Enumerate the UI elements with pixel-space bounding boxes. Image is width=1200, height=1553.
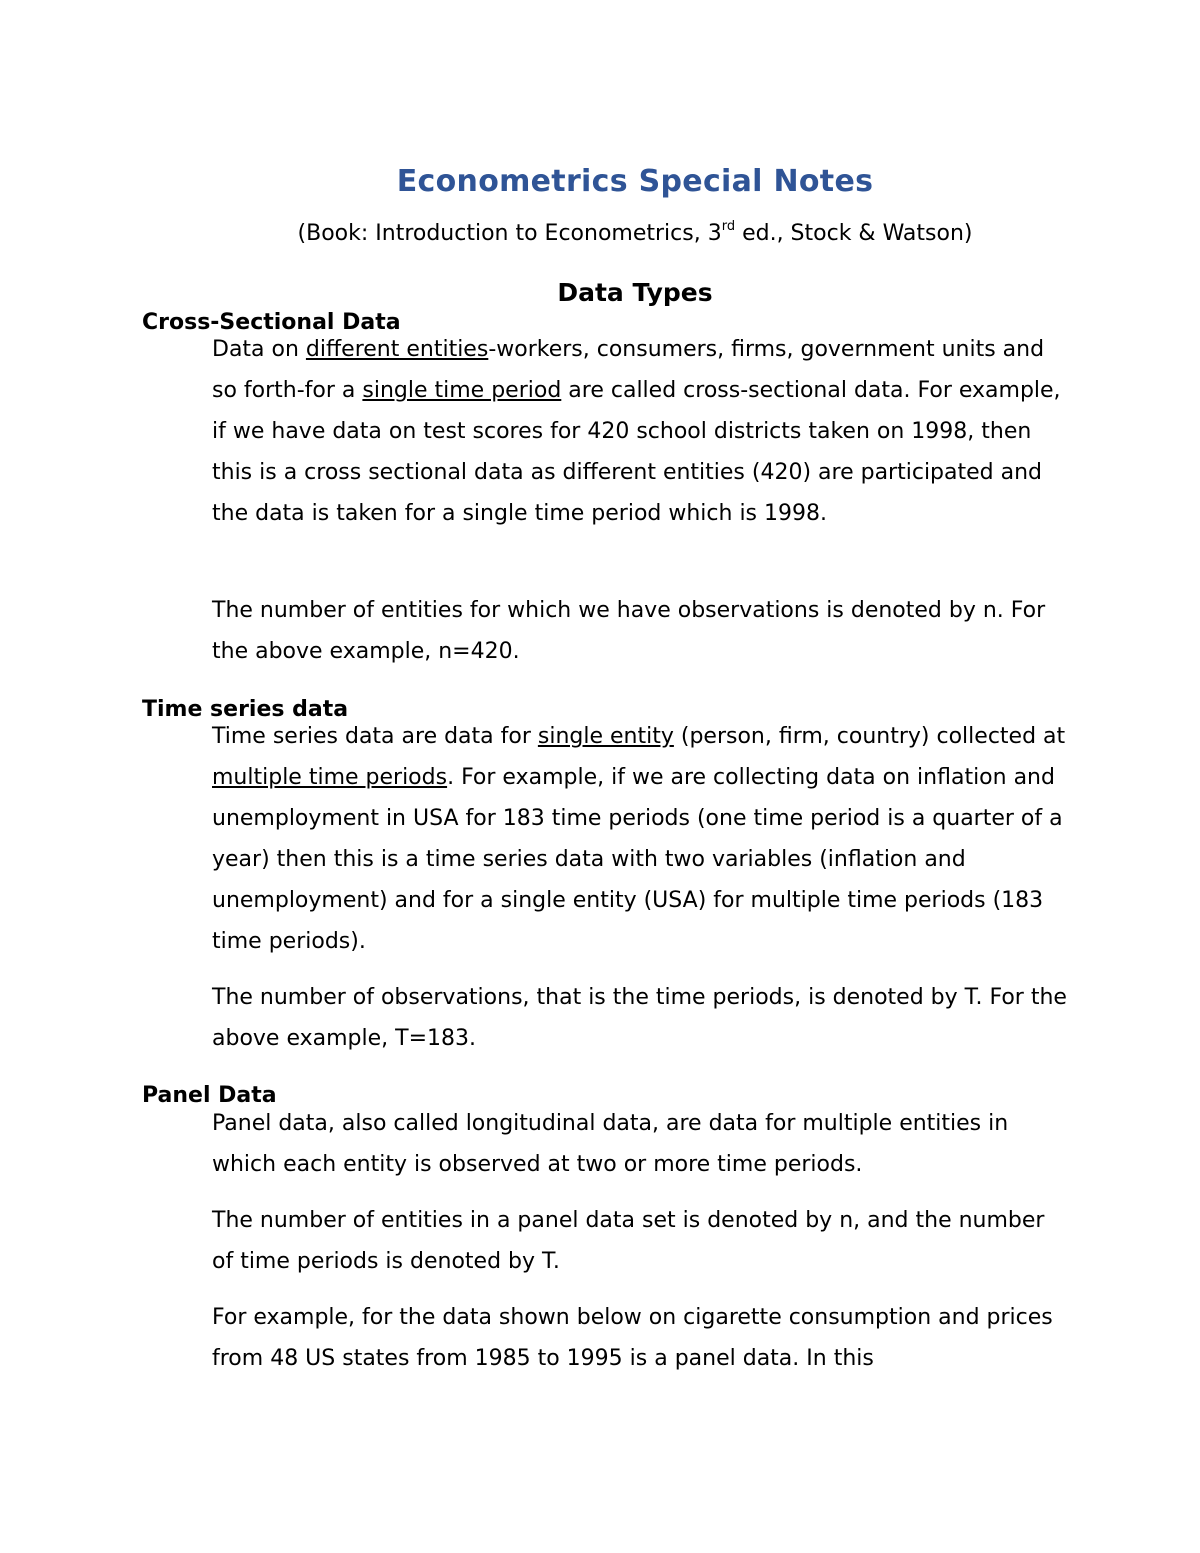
text-segment: Data on bbox=[212, 337, 306, 362]
underlined-term: single entity bbox=[537, 724, 674, 749]
book-reference-text: (Book: Introduction to Econometrics, 3 bbox=[297, 221, 722, 246]
text-segment: -workers, consumers, firms, government units and so forth-for a bbox=[212, 337, 1045, 403]
underlined-term: single time period bbox=[362, 378, 562, 403]
text-segment: Time series data are data for bbox=[212, 724, 538, 749]
cross-sectional-paragraph-2: The number of entities for which we have observations is denoted by n. For the above example, n=420. bbox=[212, 598, 1046, 664]
time-series-paragraph-2: The number of observations, that is the time periods, is denoted by T. For the above example, T=183. bbox=[212, 985, 1067, 1051]
underlined-term: different entities bbox=[305, 337, 489, 362]
underlined-term: multiple time periods bbox=[212, 765, 448, 790]
panel-paragraph-3: For example, for the data shown below on cigarette consumption and prices from 48 US states from 1985 to 1995 is a panel data. In this bbox=[212, 1305, 1053, 1371]
heading-time-series: Time series data bbox=[142, 697, 349, 722]
heading-cross-sectional: Cross-Sectional Data bbox=[142, 310, 401, 335]
heading-panel-data: Panel Data bbox=[142, 1083, 277, 1108]
cross-sectional-paragraph-1 bbox=[212, 329, 1072, 534]
book-reference bbox=[0, 219, 1200, 249]
ordinal-superscript: rd bbox=[721, 219, 736, 234]
text-segment: (person, firm, country) collected at bbox=[673, 724, 1066, 749]
panel-paragraph-2: The number of entities in a panel data set is denoted by n, and the number of time periods is denoted by T. bbox=[212, 1208, 1045, 1274]
book-reference-authors: ed., Stock & Watson) bbox=[735, 221, 973, 246]
page-title: Econometrics Special Notes bbox=[396, 164, 874, 199]
text-segment: are called cross-sectional data. For example, if we have data on test scores for 420 school districts taken on 1998, then this is a cross sectional data as different entities (420) are participated and the data is taken for a single time period which is 1998. bbox=[212, 378, 1061, 526]
time-series-paragraph-1 bbox=[212, 716, 1072, 962]
text-segment: . For example, if we are collecting data on inflation and unemployment in USA for 183 time periods (one time period is a quarter of a year) then this is a time series data with two variables (inflation and unemployment) and for a single entity (USA) for multiple time periods (183 time periods). bbox=[212, 765, 1063, 954]
panel-paragraph-1: Panel data, also called longitudinal data, are data for multiple entities in which each entity is observed at two or more time periods. bbox=[212, 1111, 1009, 1177]
section-title: Data Types bbox=[557, 278, 713, 307]
